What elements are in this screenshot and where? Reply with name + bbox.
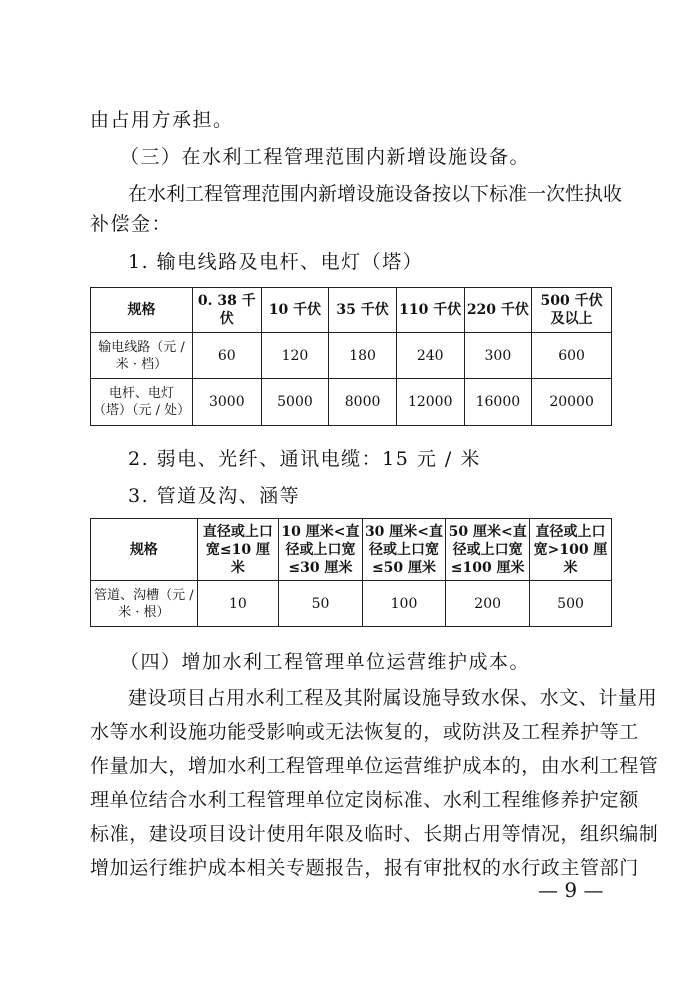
- item-3-title: 3. 管道及沟、涵等: [128, 485, 301, 507]
- table-cell: 500: [530, 581, 612, 627]
- table-cell: 8000: [329, 379, 397, 426]
- section-4-heading: （四）增加水利工程管理单位运营维护成本。: [120, 651, 531, 673]
- table-row-label: 输电线路（元 / 米 · 档）: [91, 333, 193, 379]
- table-header-cell: 50 厘米<直径或上口宽≤100 厘米: [446, 519, 530, 581]
- table-cell: 240: [396, 333, 464, 379]
- table-cell: 5000: [261, 379, 329, 426]
- table-header-row: [91, 288, 612, 333]
- table-cell: 20000: [532, 379, 612, 426]
- section-3-intro-line-2: 补偿金：: [90, 213, 173, 235]
- table-cell: 100: [362, 581, 446, 627]
- table-cell: 300: [464, 333, 532, 379]
- section-4-line: 建设项目占用水利工程及其附属设施导致水保、水文、计量用: [128, 687, 658, 709]
- section-3-heading: （三）在水利工程管理范围内新增设施设备。: [120, 146, 531, 168]
- section-4-line: 增加运行维护成本相关专题报告，报有审批权的水行政主管部门: [90, 857, 639, 879]
- table-row: [91, 333, 612, 379]
- section-4-line: 水等水利设施功能受影响或无法恢复的，或防洪及工程养护等工: [90, 721, 639, 743]
- table-row: [91, 379, 612, 426]
- table-header-cell: 10 厘米<直径或上口宽≤30 厘米: [279, 519, 363, 581]
- section-4-line: 作量加大，增加水利工程管理单位运营维护成本的，由水利工程管: [90, 755, 659, 777]
- table-header-cell: 0. 38 千伏: [192, 288, 261, 333]
- page-number: — 9 —: [538, 878, 604, 902]
- table-header-row: [91, 519, 612, 581]
- table-header-cell: 10 千伏: [261, 288, 329, 333]
- table-cell: 120: [261, 333, 329, 379]
- table-cell: 180: [329, 333, 397, 379]
- table-cell: 50: [279, 581, 363, 627]
- section-4-line: 理单位结合水利工程管理单位定岗标准、水利工程维修养护定额: [90, 789, 639, 811]
- table-header-cell: 500 千伏及以上: [532, 288, 612, 333]
- table-header-cell: 220 千伏: [464, 288, 532, 333]
- item-1-title: 1. 输电线路及电杆、电灯（塔）: [128, 251, 424, 273]
- table-cell: 16000: [464, 379, 532, 426]
- table-header-cell: 35 千伏: [329, 288, 397, 333]
- item-2-text: 2. 弱电、光纤、通讯电缆：15 元 / 米: [128, 448, 481, 470]
- table-row-label: 管道、沟槽（元 / 米 · 根）: [91, 581, 198, 627]
- table-header-cell: 直径或上口宽≤10 厘米: [197, 519, 279, 581]
- table-cell: 60: [192, 333, 261, 379]
- table-header-cell: 直径或上口宽>100 厘米: [530, 519, 612, 581]
- table-row-label: 电杆、电灯（塔）（元 / 处）: [91, 379, 193, 426]
- section-3-intro-line-1: 在水利工程管理范围内新增设施设备按以下标准一次性执收: [128, 183, 623, 205]
- table-cell: 600: [532, 333, 612, 379]
- table-header-cell: 规格: [91, 519, 198, 581]
- table-row: [91, 581, 612, 627]
- table-power-lines: [90, 287, 612, 426]
- table-header-cell: 规格: [91, 288, 193, 333]
- table-cell: 3000: [192, 379, 261, 426]
- table-cell: 12000: [396, 379, 464, 426]
- table-header-cell: 110 千伏: [396, 288, 464, 333]
- table-cell: 10: [197, 581, 279, 627]
- section-4-line: 标准，建设项目设计使用年限及临时、长期占用等情况，组织编制: [90, 823, 659, 845]
- table-header-cell: 30 厘米<直径或上口宽≤50 厘米: [362, 519, 446, 581]
- table-cell: 200: [446, 581, 530, 627]
- table-pipes: [90, 518, 612, 627]
- paragraph-continuation: 由占用方承担。: [90, 109, 234, 131]
